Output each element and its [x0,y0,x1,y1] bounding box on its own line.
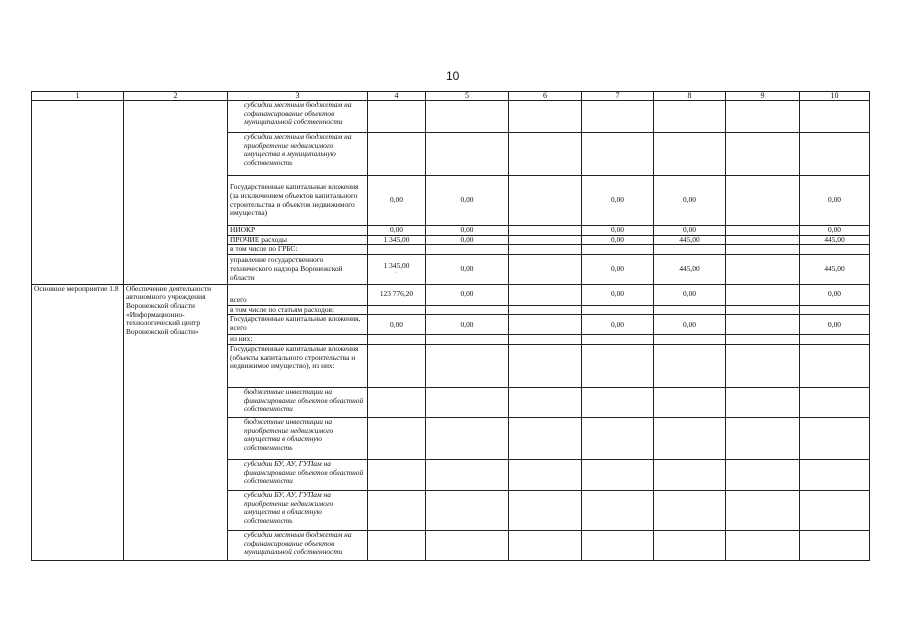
value-cell: 0,00 [368,176,426,226]
value-cell: 0,00 [654,226,726,236]
value-cell: 0,00 [582,254,654,284]
value-text: 1 345,00 [383,261,410,271]
header-cell: 5 [426,92,509,101]
header-cell: 10 [800,92,870,101]
table-row [32,101,870,133]
value-cell: 445,00 [654,235,726,245]
value-cell: 0,00 [582,235,654,245]
value-cell: 1 345,00 [368,235,426,245]
header-cell: 2 [124,92,228,101]
value-cell: 0,00 [582,176,654,226]
row-label: Государственные капитальные вложения (за исключением объектов капитального строительства и объектов недвижимого имущества) [228,176,368,226]
value-cell: 0,00 [800,176,870,226]
value-cell: 445,00 [800,235,870,245]
row-label: НИОКР [228,226,368,236]
table-row [32,284,870,305]
row-label: бюджетные инвестиции на приобретение недвижимого имущества в областную собственность [228,417,368,459]
value-cell: 0,00 [426,315,509,335]
value-cell: 123 776,20 [368,284,426,305]
value-cell: 0,00 [654,176,726,226]
row-label: из них: [228,335,368,345]
dot-mark: · [395,270,398,277]
row-label: Государственные капитальные вложения, всего [228,315,368,335]
value-cell: 0,00 [426,176,509,226]
value-cell: 0,00 [426,284,509,305]
value-cell: 0,00 [582,284,654,305]
row-label: ПРОЧИЕ расходы [228,235,368,245]
value-cell: 0,00 [800,284,870,305]
activity-name-cell: Основное мероприятие 1.8 [32,284,124,560]
row-label: в том числе по ГРБС: [228,245,368,255]
value-cell: 0,00 [654,284,726,305]
continued-description-cell [124,101,228,285]
row-label: в том числе по статьям расходов: [228,305,368,315]
continued-activity-cell [32,101,124,285]
page-number: 10 [446,69,460,83]
header-cell: 9 [726,92,800,101]
header-cell: 7 [582,92,654,101]
row-label: субсидии местным бюджетам на софинансирование объектов муниципальной собственности [228,101,368,133]
header-cell: 3 [228,92,368,101]
row-label: Государственные капитальные вложения (объекты капитального строительства и недвижимое имущество), из них: [228,344,368,387]
value-cell: 0,00 [654,315,726,335]
row-label: управление государственного технического надзора Воронежской области [228,254,368,284]
value-cell: 0,00 [426,235,509,245]
header-cell: 1 [32,92,124,101]
row-label: бюджетные инвестиции на финансирование объектов областной собственности [228,387,368,417]
header-cell: 4 [368,92,426,101]
value-cell: 0,00 [582,226,654,236]
value-cell: 0,00 [582,315,654,335]
value-cell: 0,00 [800,315,870,335]
value-cell: 445,00 [654,254,726,284]
row-label: субсидии местным бюджетам на софинансирование объектов муниципальной собственности [228,530,368,560]
value-cell: 0,00 [368,226,426,236]
value-cell: 0,00 [426,254,509,284]
budget-table [31,91,870,561]
value-cell: 0,00 [800,226,870,236]
value-cell [368,254,426,284]
row-label: субсидии местным бюджетам на приобретение недвижимого имущества в муниципальную собственность [228,133,368,176]
activity-description-cell: Обеспечение деятельности автономного учреждения Воронежской области «Информационно-технологический центр Воронежской области» [124,284,228,560]
header-cell: 8 [654,92,726,101]
row-label: субсидии БУ, АУ, ГУПам на приобретение недвижимого имущества в областную собственность [228,490,368,530]
value-cell: 445,00 [800,254,870,284]
value-cell: 0,00 [368,315,426,335]
value-cell: 0,00 [426,226,509,236]
row-label: всего [228,284,368,305]
row-label: субсидии БУ, АУ, ГУПам на финансирование объектов областной собственности [228,459,368,490]
header-cell: 6 [509,92,582,101]
table-header-row [32,92,870,101]
